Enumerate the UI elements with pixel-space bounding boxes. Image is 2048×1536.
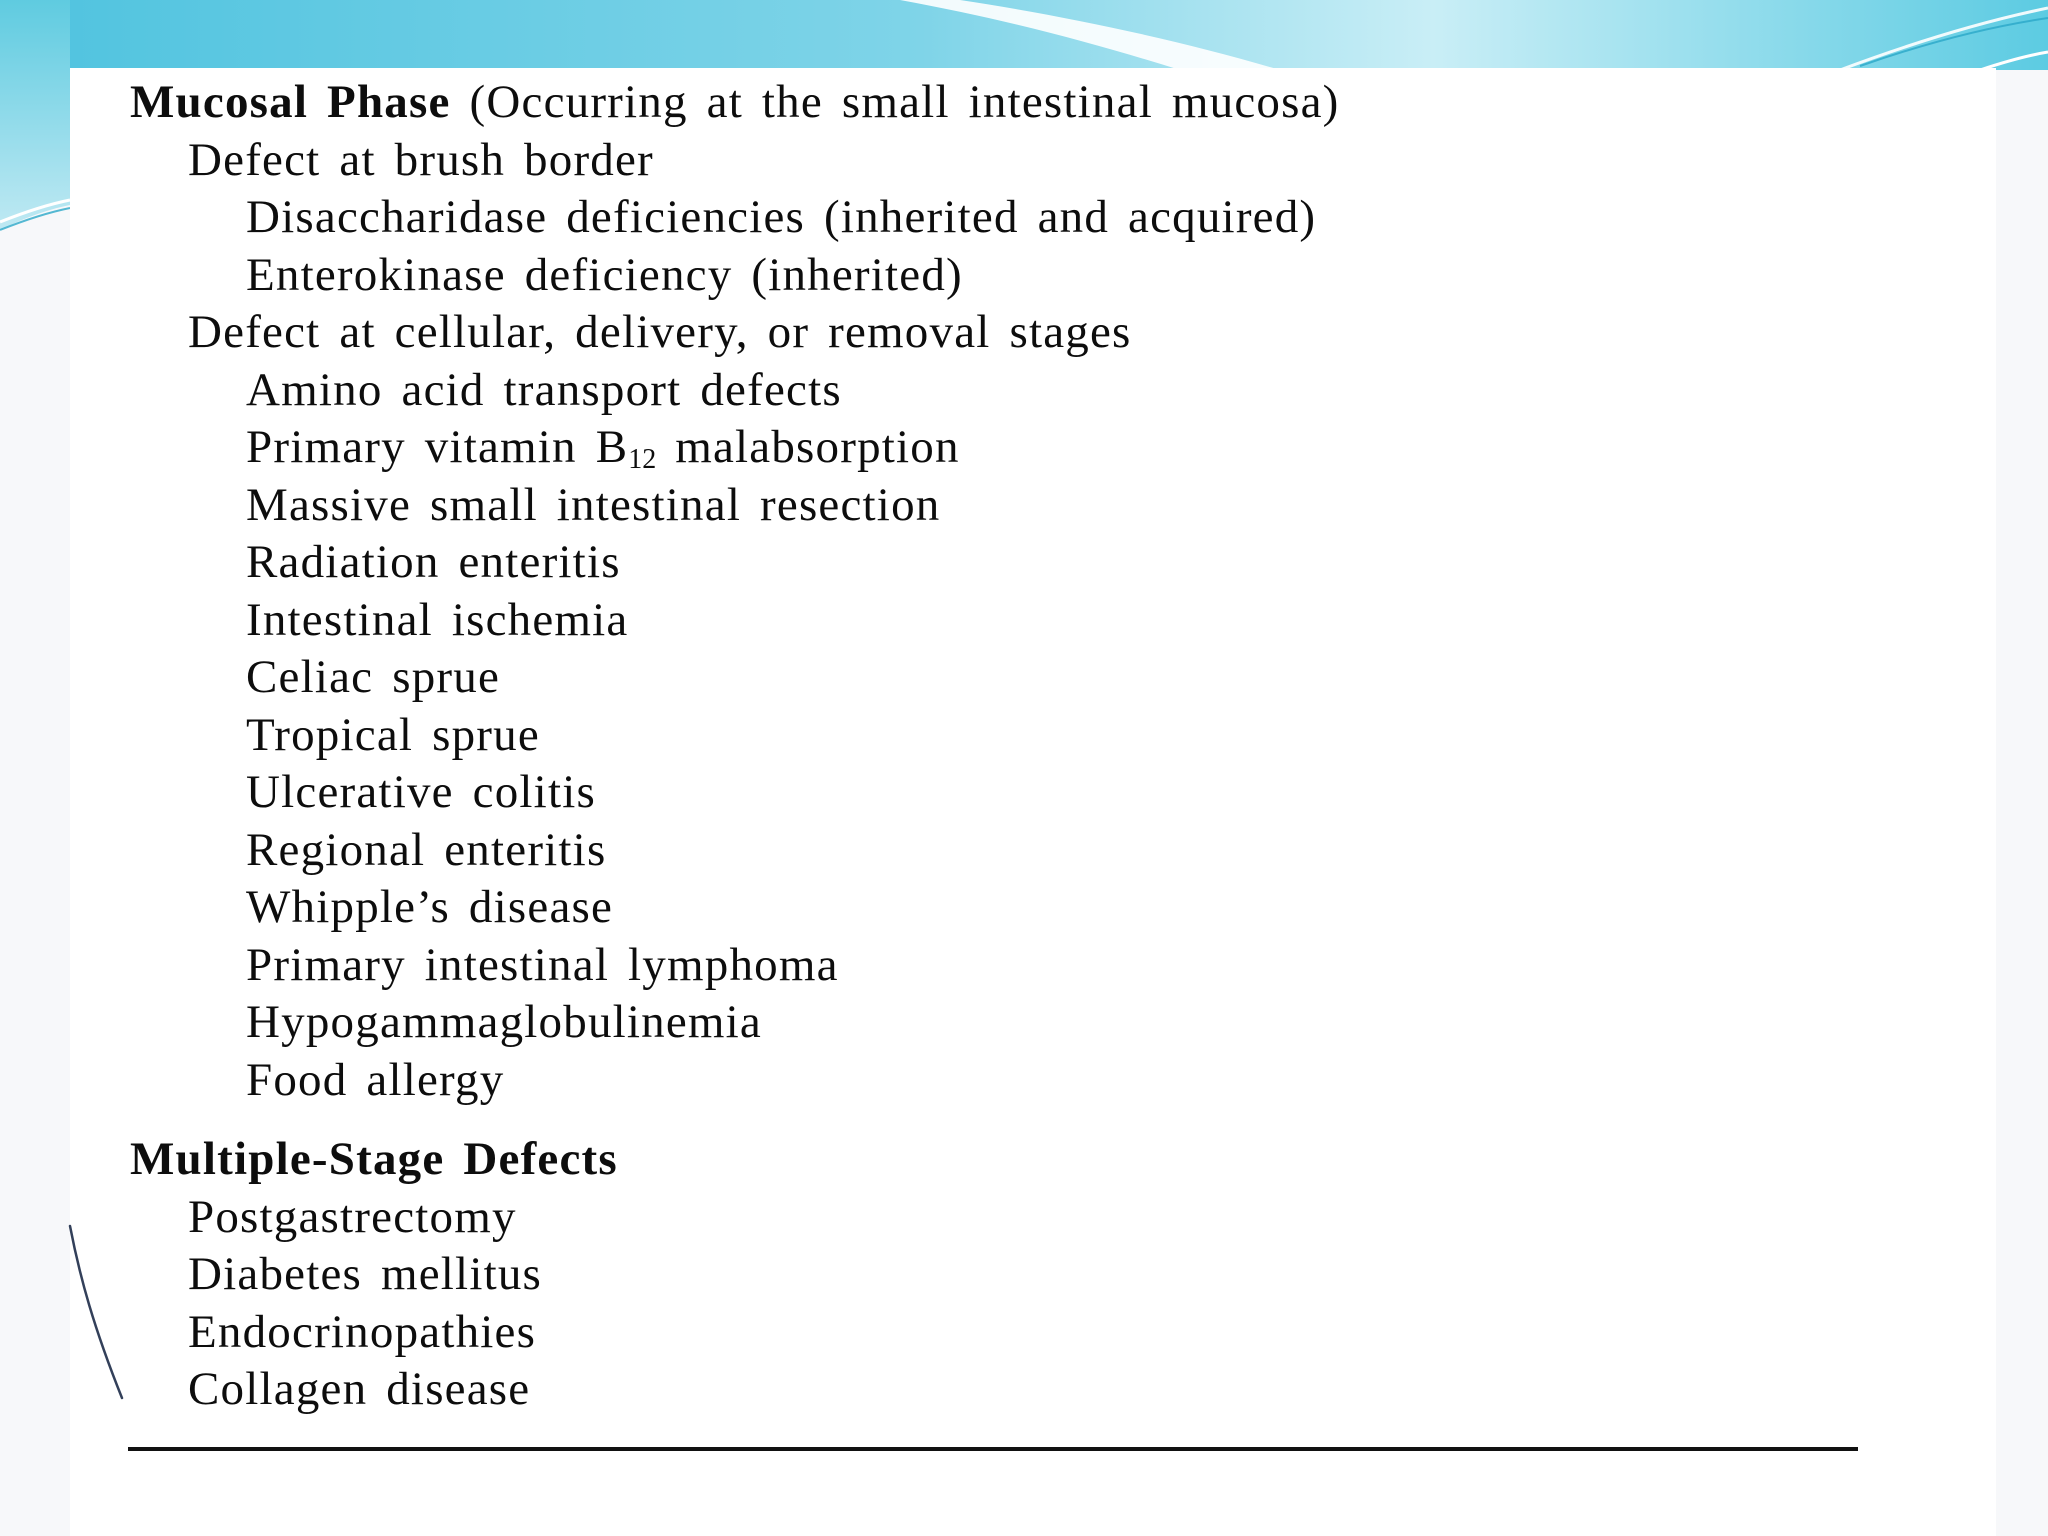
b12-text-after: malabsorption bbox=[656, 421, 960, 473]
section-heading-mucosal-phase bbox=[130, 74, 1930, 132]
list-item: Massive small intestinal resection bbox=[246, 478, 941, 531]
list-item: Primary intestinal lymphoma bbox=[246, 938, 839, 991]
list-item: Endocrinopathies bbox=[188, 1305, 537, 1358]
list-item: Amino acid transport defects bbox=[246, 363, 842, 416]
malabsorption-table bbox=[130, 74, 1930, 1419]
list-item: Celiac sprue bbox=[246, 651, 501, 703]
list-item: Food allergy bbox=[246, 1053, 505, 1106]
list-item: Hypogammaglobulinemia bbox=[246, 996, 762, 1048]
list-item: Regional enteritis bbox=[246, 823, 607, 876]
list-item: Disaccharidase deficiencies (inherited and acquired) bbox=[246, 191, 1317, 243]
list-item-vitamin-b12 bbox=[130, 419, 1930, 477]
list-item: Intestinal ischemia bbox=[246, 593, 629, 646]
list-item: Whipple’s disease bbox=[246, 881, 614, 933]
pen-mark-scribble bbox=[62, 1218, 142, 1418]
section-heading-multiple-stage: Multiple-Stage Defects bbox=[130, 1133, 618, 1185]
subheading-brush-border: Defect at brush border bbox=[188, 133, 654, 186]
list-item: Diabetes mellitus bbox=[188, 1248, 543, 1300]
list-item: Tropical sprue bbox=[246, 708, 540, 761]
subheading-cellular-defects: Defect at cellular, delivery, or removal stages bbox=[188, 306, 1132, 358]
list-item: Enterokinase deficiency (inherited) bbox=[246, 248, 963, 301]
b12-text-before: Primary vitamin B bbox=[246, 421, 629, 473]
b12-subscript: 12 bbox=[628, 444, 657, 475]
list-item: Collagen disease bbox=[188, 1363, 531, 1415]
list-item: Postgastrectomy bbox=[188, 1190, 517, 1243]
bottom-rule-divider bbox=[128, 1447, 1858, 1451]
mucosal-phase-subtitle: (Occurring at the small intestinal mucosa) bbox=[450, 76, 1340, 128]
mucosal-phase-title: Mucosal Phase bbox=[130, 76, 451, 128]
list-item: Radiation enteritis bbox=[246, 536, 621, 588]
list-item: Ulcerative colitis bbox=[246, 766, 596, 818]
